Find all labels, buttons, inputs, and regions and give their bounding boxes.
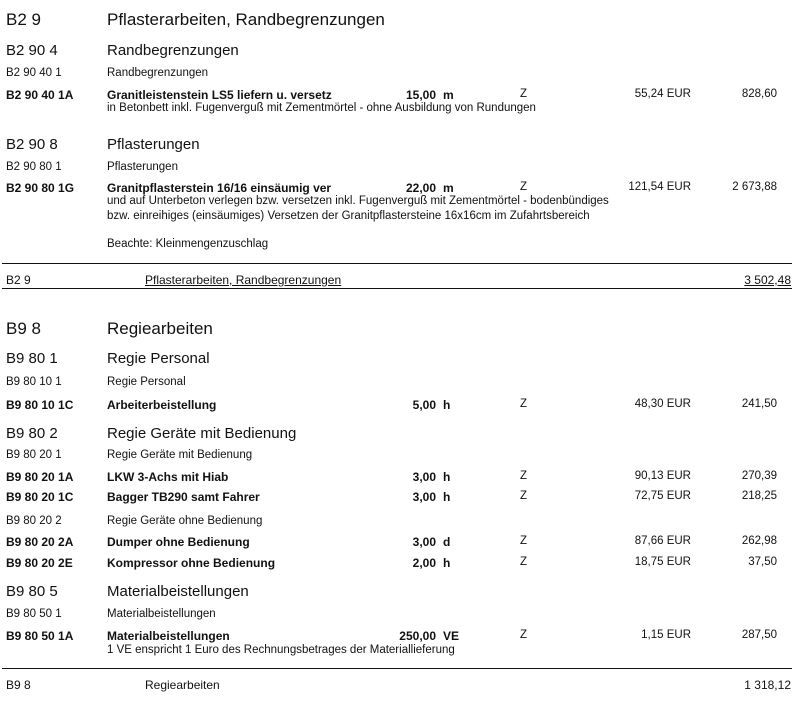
position-unit: m bbox=[443, 181, 454, 195]
position-z-flag: Z bbox=[520, 88, 528, 100]
subgroup-title: Randbegrenzungen bbox=[107, 67, 209, 79]
summary-code: B9 8 bbox=[6, 678, 31, 692]
position-quantity: 250,00 bbox=[399, 629, 436, 643]
position-z-flag: Z bbox=[520, 629, 528, 641]
position-quantity: 3,00 bbox=[412, 535, 436, 549]
group-code: B2 90 4 bbox=[6, 42, 58, 59]
subgroup-code: B9 80 50 1 bbox=[6, 608, 62, 620]
group-code: B9 80 5 bbox=[6, 583, 58, 600]
position-note: Beachte: Kleinmengenzuschlag bbox=[107, 238, 269, 250]
subgroup-code: B9 80 20 2 bbox=[6, 515, 62, 527]
summary-total: 1 318,12 bbox=[744, 678, 791, 692]
position-quantity: 5,00 bbox=[412, 398, 436, 412]
subgroup-title: Regie Geräte ohne Bedienung bbox=[107, 515, 263, 527]
position-code: B9 80 20 1A bbox=[6, 470, 74, 484]
group-code: B2 90 8 bbox=[6, 136, 58, 153]
summary-divider bbox=[2, 288, 792, 289]
position-z-flag: Z bbox=[520, 181, 528, 193]
subgroup-code: B9 80 20 1 bbox=[6, 449, 62, 461]
position-unit-price: 72,75 EUR bbox=[634, 490, 691, 502]
position-total: 287,50 bbox=[741, 629, 777, 641]
position-unit: h bbox=[443, 490, 451, 504]
position-quantity: 22,00 bbox=[405, 181, 436, 195]
subgroup-code: B9 80 10 1 bbox=[6, 376, 62, 388]
position-z-flag: Z bbox=[520, 470, 528, 482]
group-code: B9 80 1 bbox=[6, 350, 58, 367]
position-quantity: 2,00 bbox=[412, 556, 436, 570]
position-code: B9 80 20 1C bbox=[6, 490, 74, 504]
position-unit-price: 55,24 EUR bbox=[634, 88, 691, 100]
position-code: B9 80 10 1C bbox=[6, 398, 74, 412]
position-z-flag: Z bbox=[520, 398, 528, 410]
section-code: B2 9 bbox=[6, 10, 41, 29]
subgroup-title: Pflasterungen bbox=[107, 161, 178, 173]
group-title: Regie Geräte mit Bedienung bbox=[107, 425, 297, 442]
position-z-flag: Z bbox=[520, 556, 528, 568]
summary-title: Pflasterarbeiten, Randbegrenzungen bbox=[145, 273, 342, 287]
subgroup-title: Regie Geräte mit Bedienung bbox=[107, 449, 253, 461]
summary-code: B2 9 bbox=[6, 273, 31, 287]
section-title: Pflasterarbeiten, Randbegrenzungen bbox=[107, 10, 385, 29]
position-total: 218,25 bbox=[741, 490, 777, 502]
position-code: B9 80 50 1A bbox=[6, 629, 74, 643]
position-unit: h bbox=[443, 556, 451, 570]
position-z-flag: Z bbox=[520, 490, 528, 502]
section-title: Regiearbeiten bbox=[107, 319, 213, 338]
position-description: bzw. einreihiges (einsäumiges) Versetzen der Granitpflastersteine 16x16cm im Zufahrtsbereich bbox=[107, 210, 590, 222]
subgroup-title: Materialbeistellungen bbox=[107, 608, 216, 620]
section-divider bbox=[2, 263, 792, 264]
position-quantity: 3,00 bbox=[412, 470, 436, 484]
group-title: Pflasterungen bbox=[107, 136, 200, 153]
group-code: B9 80 2 bbox=[6, 425, 58, 442]
position-description: und auf Unterbeton verlegen bzw. versetzen inkl. Fugenverguß mit Zementmörtel - bodenbündiges bbox=[107, 195, 609, 207]
subgroup-title: Regie Personal bbox=[107, 376, 186, 388]
section-divider bbox=[2, 668, 792, 669]
position-code: B2 90 40 1A bbox=[6, 88, 74, 102]
position-total: 262,98 bbox=[741, 535, 777, 547]
position-total: 270,39 bbox=[741, 470, 777, 482]
position-unit: d bbox=[443, 535, 451, 549]
position-total: 2 673,88 bbox=[732, 181, 777, 193]
position-unit-price: 18,75 EUR bbox=[634, 556, 691, 568]
position-unit: m bbox=[443, 88, 454, 102]
position-unit-price: 121,54 EUR bbox=[628, 181, 691, 193]
summary-title: Regiearbeiten bbox=[145, 678, 220, 692]
position-description: 1 VE enspricht 1 Euro des Rechnungsbetrages der Materiallieferung bbox=[107, 644, 455, 656]
section-code: B9 8 bbox=[6, 319, 41, 338]
position-quantity: 3,00 bbox=[412, 490, 436, 504]
position-title: LKW 3-Achs mit Hiab bbox=[107, 470, 229, 484]
position-title: Kompressor ohne Bedienung bbox=[107, 556, 276, 570]
position-title: Dumper ohne Bedienung bbox=[107, 535, 250, 549]
position-title: Arbeiterbeistellung bbox=[107, 398, 217, 412]
position-title: Materialbeistellungen bbox=[107, 629, 230, 643]
position-unit: h bbox=[443, 470, 451, 484]
position-code: B2 90 80 1G bbox=[6, 181, 75, 195]
position-unit: h bbox=[443, 398, 451, 412]
position-description: in Betonbett inkl. Fugenverguß mit Zementmörtel - ohne Ausbildung von Rundungen bbox=[107, 102, 536, 114]
position-total: 241,50 bbox=[741, 398, 777, 410]
position-unit-price: 87,66 EUR bbox=[634, 535, 691, 547]
subgroup-code: B2 90 40 1 bbox=[6, 67, 62, 79]
group-title: Regie Personal bbox=[107, 350, 210, 367]
group-title: Materialbeistellungen bbox=[107, 583, 249, 600]
position-total: 37,50 bbox=[748, 556, 777, 568]
group-title: Randbegrenzungen bbox=[107, 42, 239, 59]
position-unit: VE bbox=[443, 629, 460, 643]
position-z-flag: Z bbox=[520, 535, 528, 547]
subgroup-code: B2 90 80 1 bbox=[6, 161, 62, 173]
position-quantity: 15,00 bbox=[405, 88, 436, 102]
position-unit-price: 90,13 EUR bbox=[634, 470, 691, 482]
position-title: Bagger TB290 samt Fahrer bbox=[107, 490, 260, 504]
position-title: Granitpflasterstein 16/16 einsäumig ver bbox=[107, 181, 332, 195]
position-unit-price: 1,15 EUR bbox=[641, 629, 691, 641]
summary-total: 3 502,48 bbox=[744, 273, 791, 287]
position-title: Granitleistenstein LS5 liefern u. versetz bbox=[107, 88, 332, 102]
position-total: 828,60 bbox=[741, 88, 777, 100]
position-code: B9 80 20 2E bbox=[6, 556, 73, 570]
position-code: B9 80 20 2A bbox=[6, 535, 74, 549]
position-unit-price: 48,30 EUR bbox=[634, 398, 691, 410]
